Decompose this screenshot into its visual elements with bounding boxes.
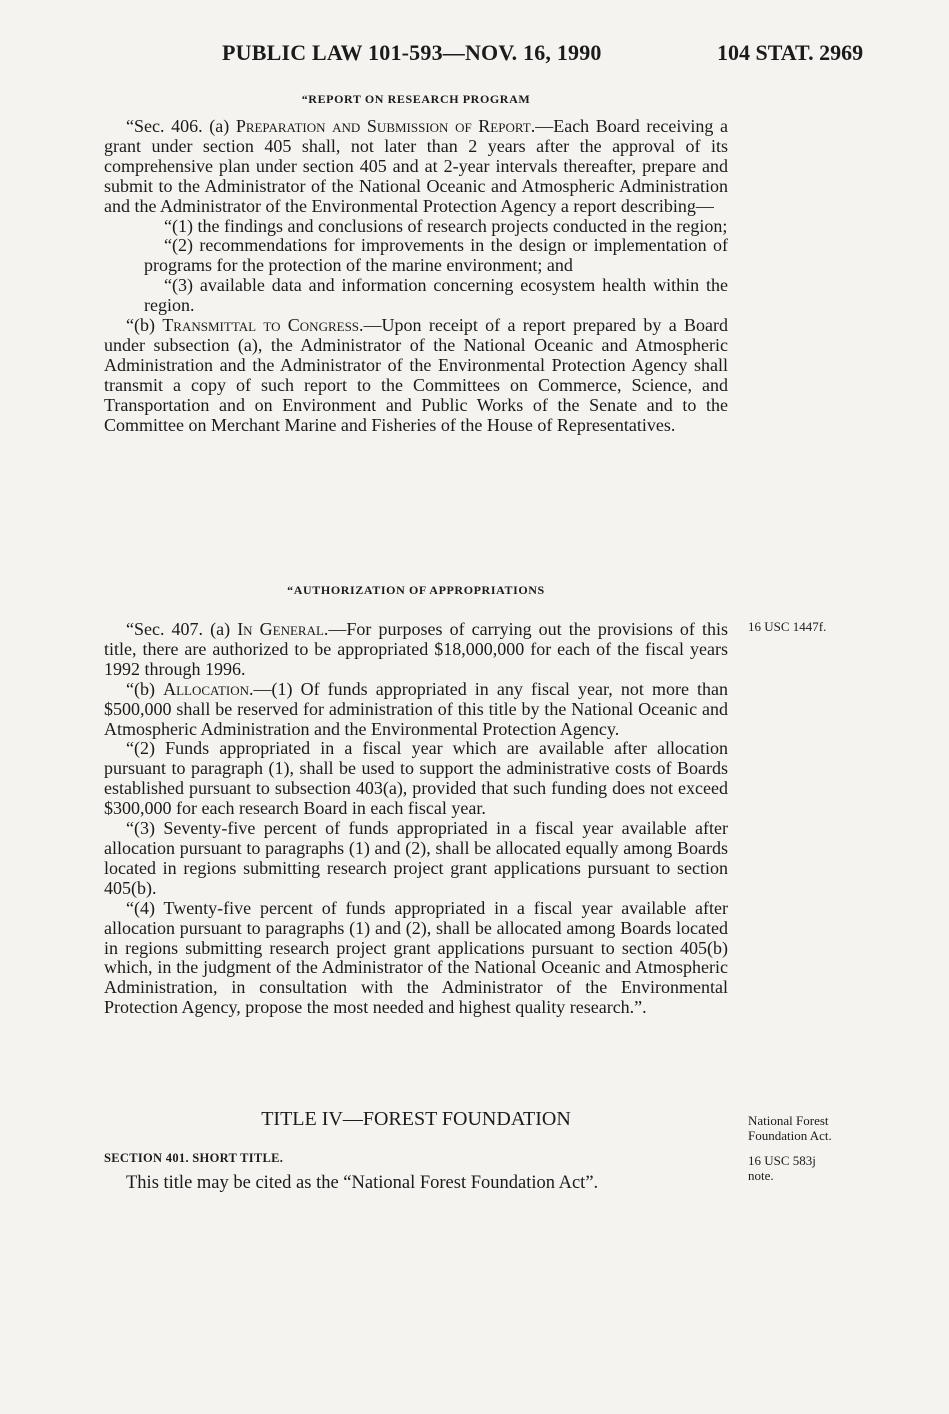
section-406-b-text: .—Upon receipt of a report prepared by a Board under subsection (a), the Administrator of the National Oceanic and Atmospheric Administration and the Administrator of the Environmental Protection Agency shall transmit a copy of such report to the Committees on Commerce, Science, and Transportation and on Environment and Public Works of the Senate and to the Committee on Merchant Marine and Fisheries of the House of Representatives. — [104, 315, 728, 435]
margin-note-line: 16 USC 583j — [748, 1153, 816, 1168]
section-406-b-caption: Transmittal to Congress — [162, 315, 360, 336]
section-406-heading: “REPORT ON RESEARCH PROGRAM — [301, 92, 531, 106]
section-407 — [104, 583, 728, 1018]
section-406-b-label: “(b) — [126, 315, 163, 336]
title-iv-heading: TITLE IV—FOREST FOUNDATION — [261, 1108, 571, 1130]
section-407-a-text: .—For purposes of carrying out the provisions of this title, there are authorized to be appropriated $18,000,000 for each of the fiscal years 1992 through 1996. — [104, 619, 728, 679]
section-407-a-label: “Sec. 407. (a) — [126, 619, 238, 639]
margin-note-16-usc-1447f: 16 USC 1447f. — [748, 619, 827, 634]
section-407-b-text: .—(1) Of funds appropriated in any fiscal year, not more than $500,000 shall be reserved for administration of this title by the National Oceanic and Atmospheric Administration and the Environmental Protection Agency. — [104, 678, 729, 739]
margin-note-line: Foundation Act. — [748, 1128, 832, 1143]
section-406-item-3: “(3) available data and information concerning ecosystem health within the region. — [144, 275, 728, 316]
section-407-b-2: “(2) Funds appropriated in a fiscal year which are available after allocation pursuant to paragraph (1), shall be used to support the administrative costs of Boards established pursuant to subsection 403(a), provided that such funding does not exceed $300,000 for each research Board in each fiscal year. — [104, 738, 728, 819]
section-407-b-label: “(b) — [126, 678, 164, 699]
running-head-page: 104 STAT. 2969 — [717, 40, 864, 65]
section-407-b — [104, 680, 728, 740]
section-406 — [104, 92, 728, 436]
margin-note-16-usc-583j — [748, 1153, 816, 1183]
section-406-a-caption: Preparation and Submission of Report — [235, 116, 531, 136]
margin-note-line: National Forest — [748, 1113, 829, 1128]
running-head-title: PUBLIC LAW 101-593—NOV. 16, 1990 — [222, 40, 602, 65]
section-407-b-3: “(3) Seventy-five percent of funds appropriated in a fiscal year available after allocation pursuant to paragraphs (1) and (2), shall be allocated equally among Boards located in regions submitting research project grant applications pursuant to section 405(b). — [104, 818, 728, 898]
margin-note-national-forest-foundation-act — [748, 1113, 832, 1143]
section-406-item-1: “(1) the findings and conclusions of research projects conducted in the region; — [164, 215, 728, 236]
section-406-a-label: “Sec. 406. (a) — [126, 116, 236, 136]
section-406-a-text: .—Each Board receiving a grant under section 405 shall, not later than 2 years after the approval of its comprehensive plan under section 405 and at 2-year intervals thereafter, prepare and submit to the Administrator of the National Oceanic and Atmospheric Administration and the Administrator of the Environmental Protection Agency a report describing— — [104, 116, 728, 216]
section-407-b-caption: Allocation — [163, 678, 250, 699]
section-407-a-caption: In General — [237, 619, 324, 639]
margin-note-line: note. — [748, 1168, 774, 1183]
section-407-b-4: “(4) Twenty-five percent of funds appropriated in a fiscal year available after allocation pursuant to paragraphs (1) and (2), shall be allocated among Boards located in regions submitting research project grant applications pursuant to section 405(b) which, in the judgment of the Administrator of the National Oceanic and Atmospheric Administration, in consultation with the Administrator of the Environmental Protection Agency, propose the most needed and highest quality research.”. — [104, 897, 728, 1018]
section-406-b — [104, 316, 728, 435]
section-401-heading: SECTION 401. SHORT TITLE. — [104, 1151, 284, 1165]
section-401-text: This title may be cited as the “National Forest Foundation Act”. — [126, 1173, 599, 1193]
section-407-heading: “AUTHORIZATION OF APPROPRIATIONS — [287, 583, 545, 597]
section-406-a — [104, 117, 728, 217]
section-407-a — [104, 620, 728, 680]
section-406-item-2: “(2) recommendations for improvements in the design or implementation of programs for the protection of the marine environment; and — [144, 235, 728, 276]
